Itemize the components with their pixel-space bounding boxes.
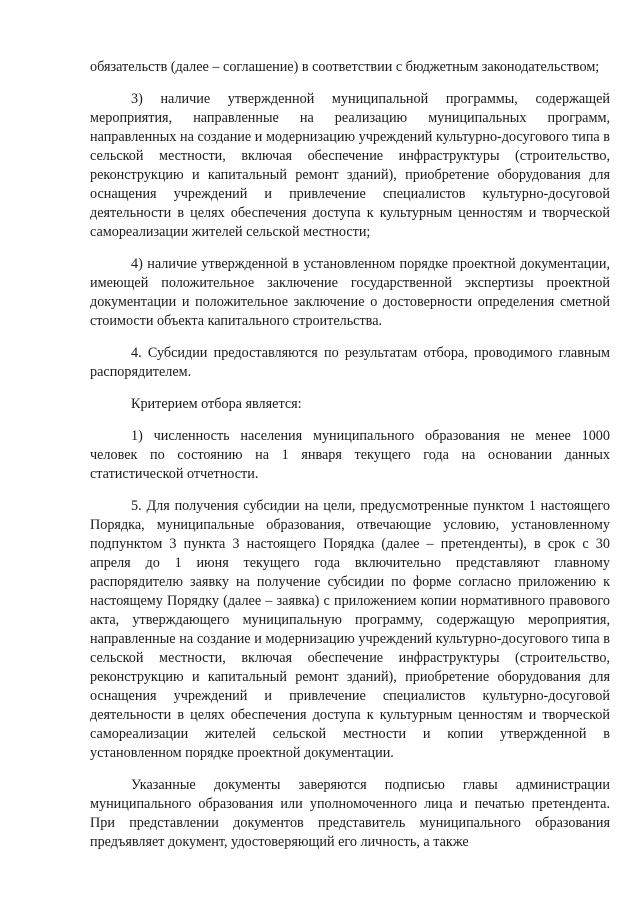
document-page [90, 58, 610, 865]
paragraph-documents-certification: Указанные документы заверяются подписью главы администрации муниципального образования или уполномоченного лица и печатью претендента. При представлении документов представитель муниципального образования предъявляет документ, удостоверяющий его личность, а также [90, 777, 610, 850]
paragraph-agreement-continuation: обязательств (далее – соглашение) в соответствии с бюджетным законодательством; [90, 59, 600, 75]
paragraph-item-3-municipal-program: 3) наличие утвержденной муниципальной программы, содержащей мероприятия, направленные на реализацию муниципальных программ, направленных на создание и модернизацию учреждений культурно-досугового типа в сельской местности, включая обеспечение инфраструктуры (строительство, реконструкцию и капитальный ремонт зданий), приобретение оборудования для оснащения учреждений и привлечение специалистов культурно-досуговой деятельности в целях обеспечения доступа к культурным ценностям и творческой самореализации жителей сельской местности; [90, 91, 610, 240]
paragraph-item-4-project-documentation: 4) наличие утвержденной в установленном порядке проектной документации, имеющей положительное заключение государственной экспертизы проектной документации и положительное заключение о достоверности определения сметной стоимости объекта капитального строительства. [90, 256, 610, 329]
paragraph-section-4-selection: 4. Субсидии предоставляются по результатам отбора, проводимого главным распорядителем. [90, 345, 610, 380]
paragraph-section-5-application: 5. Для получения субсидии на цели, предусмотренные пунктом 1 настоящего Порядка, муниципальные образования, отвечающие условию, установленному подпунктом 3 пункта 3 настоящего Порядка (далее – претенденты), в срок с 30 апреля до 1 июня текущего года включительно представляют главному распорядителю заявку на получение субсидии по форме согласно приложению к настоящему Порядку (далее – заявка) с приложением копии нормативного правового акта, утверждающего муниципальную программу, содержащую мероприятия, направленные на создание и модернизацию учреждений культурно-досугового типа в сельской местности, включая обеспечение инфраструктуры (строительство, реконструкцию и капитальный ремонт зданий), приобретение оборудования для оснащения учреждений и привлечение специалистов культурно-досуговой деятельности в целях обеспечения доступа к культурным ценностям и творческой самореализации жителей сельской местности и копии утвержденной в установленном порядке проектной документации. [90, 498, 610, 761]
paragraph-selection-criterion-heading: Критерием отбора является: [131, 396, 302, 412]
paragraph-criterion-population: 1) численность населения муниципального образования не менее 1000 человек по состоянию на 1 января текущего года на основании данных статистической отчетности. [90, 428, 610, 482]
